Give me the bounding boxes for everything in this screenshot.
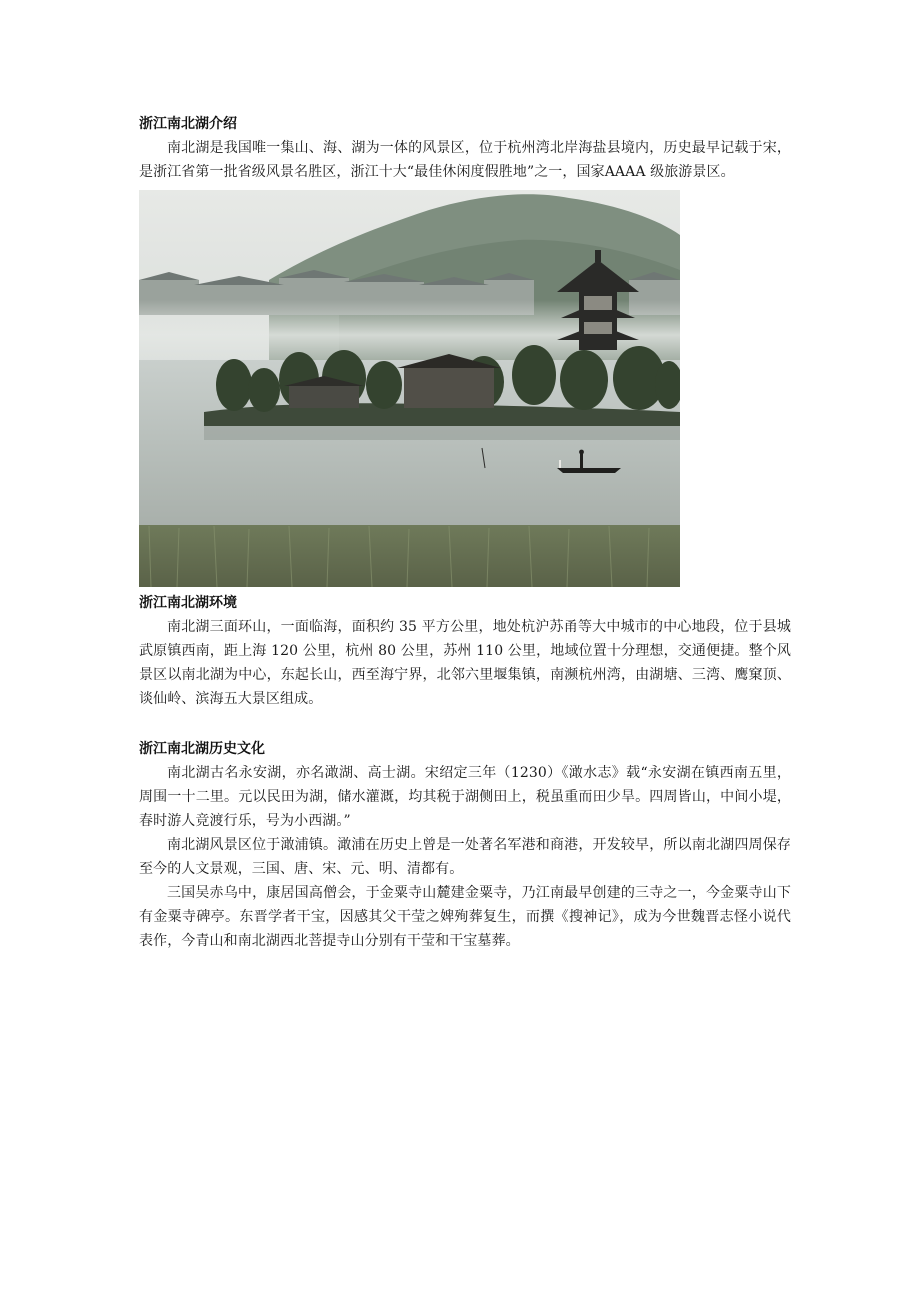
history-paragraph-1: 南北湖古名永安湖，亦名澉湖、高士湖。宋绍定三年（1230）《澉水志》载“永安湖在镇西南五里，周围一十二里。元以民田为湖，储水灌溉，均其税于湖侧田上，税虽重而田少旱。四周皆山，中间小堤，春时游人竞渡行乐，号为小西湖。” xyxy=(139,765,791,829)
section-spacer xyxy=(139,711,791,737)
intro-paragraph: 南北湖是我国唯一集山、海、湖为一体的风景区，位于杭州湾北岸海盐县境内，历史最早记载于宋，是浙江省第一批省级风景名胜区，浙江十大“最佳休闲度假胜地”之一，国家AAAA 级旅游景区。 xyxy=(139,140,791,180)
lake-pavilion-photo xyxy=(139,190,680,587)
document-page xyxy=(139,112,791,953)
section-heading-history: 浙江南北湖历史文化 xyxy=(139,741,265,757)
section-heading-environment: 浙江南北湖环境 xyxy=(139,595,237,611)
section-heading-intro: 浙江南北湖介绍 xyxy=(139,116,237,132)
environment-paragraph: 南北湖三面环山，一面临海，面积约 35 平方公里，地处杭沪苏甬等大中城市的中心地段，位于县城武原镇西南，距上海 120 公里，杭州 80 公里，苏州 110 公里，地域位置十分理想，交通便捷。整个风景区以南北湖为中心，东起长山，西至海宁界，北邻六里堰集镇，南濒杭州湾，由湖塘、三湾、鹰窠顶、谈仙岭、滨海五大景区组成。 xyxy=(139,619,791,707)
history-paragraph-3: 三国吴赤乌中，康居国高僧会，于金粟寺山麓建金粟寺，乃江南最早创建的三寺之一，今金粟寺山下有金粟寺碑亭。东晋学者干宝，因感其父干莹之婢殉葬复生，而撰《搜神记》，成为今世魏晋志怪小说代表作，今青山和南北湖西北菩提寺山分别有干莹和干宝墓葬。 xyxy=(139,885,791,949)
history-paragraph-2: 南北湖风景区位于澉浦镇。澉浦在历史上曾是一处著名军港和商港，开发较早，所以南北湖四周保存至今的人文景观，三国、唐、宋、元、明、清都有。 xyxy=(139,837,791,877)
